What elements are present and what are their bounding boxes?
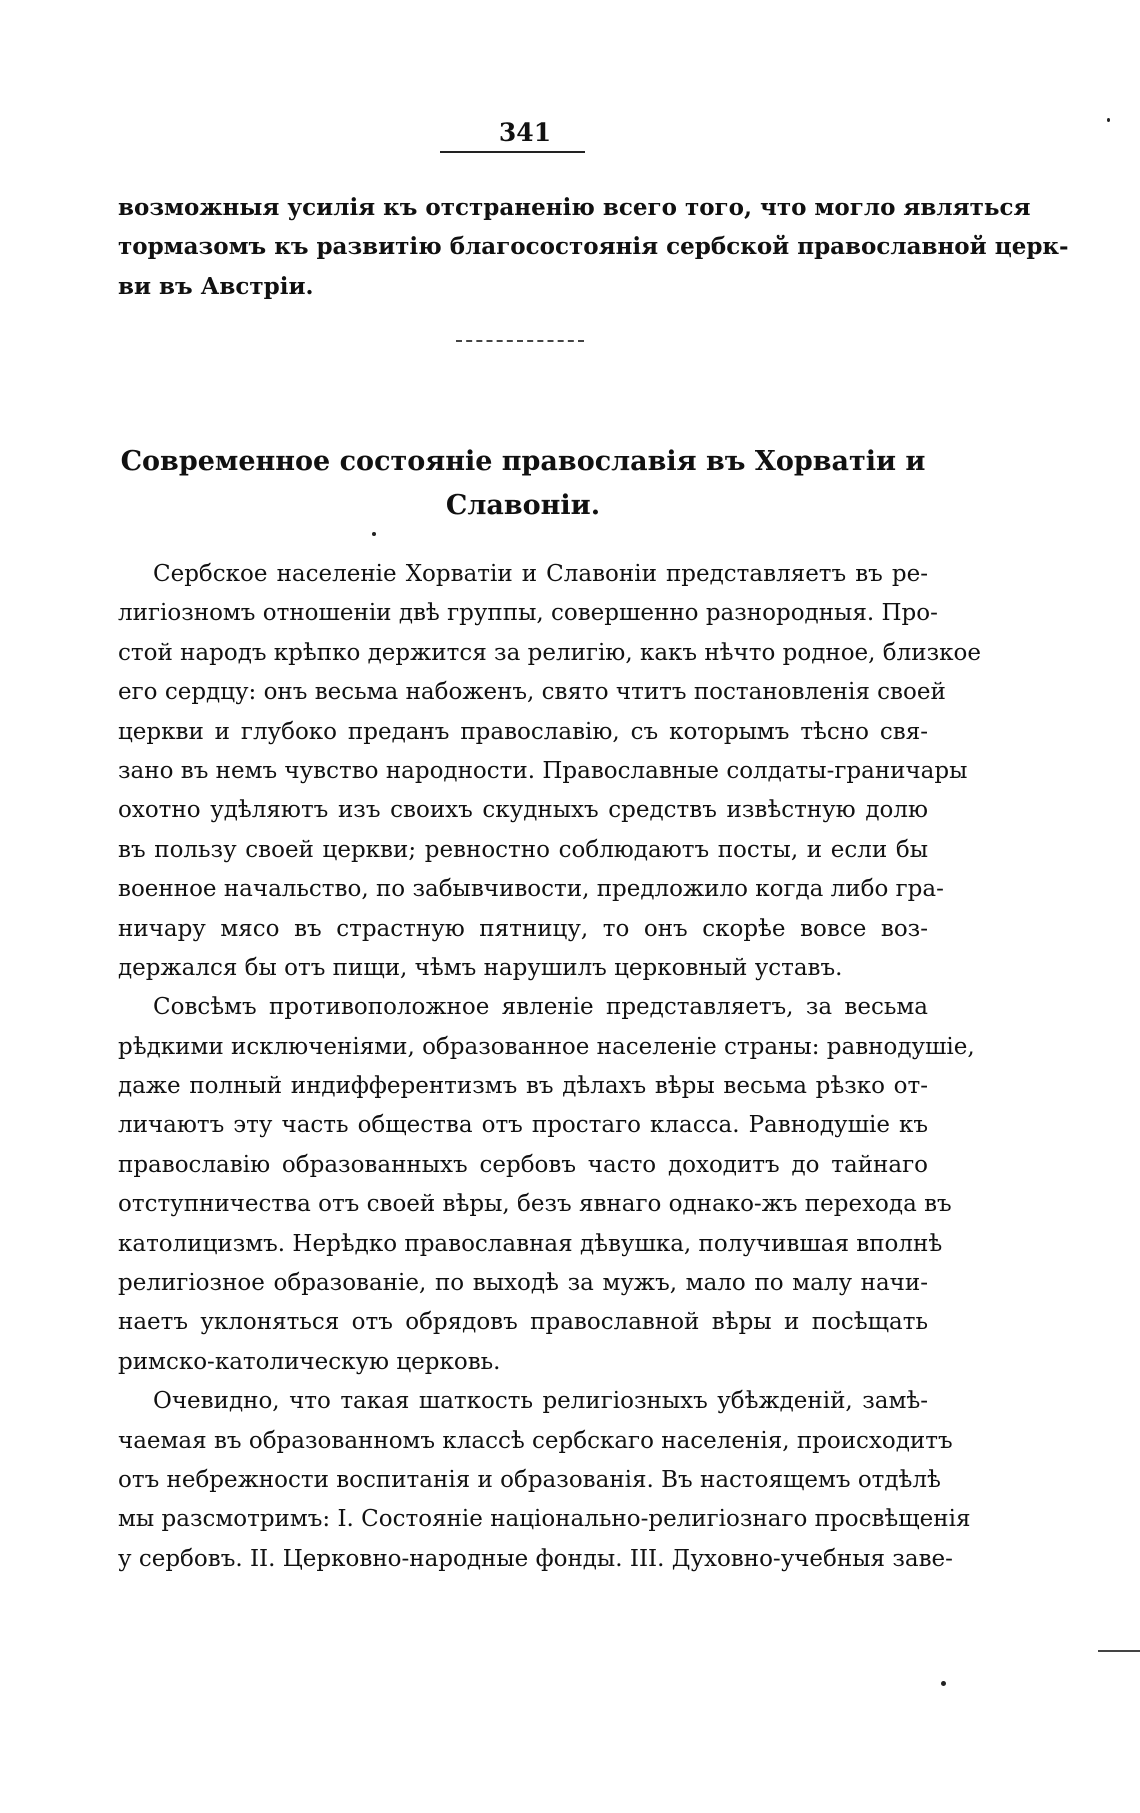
text-line: Сербское населеніе Хорватіи и Славоніи представляетъ въ ре-: [153, 561, 928, 587]
text-line: личаютъ эту часть общества отъ простаго класса. Равнодушіе къ: [118, 1112, 928, 1139]
text-line: лигіозномъ отношеніи двѣ группы, совершенно разнородныя. Про-: [118, 600, 938, 627]
text-line: возможныя усилія къ отстраненію всего того, что могло являться: [118, 194, 1031, 221]
text-line: римско-католическую церковь.: [118, 1348, 501, 1375]
section-separator: [456, 340, 584, 342]
text-line: отступничества отъ своей вѣры, безъ явнаго однако-жъ перехода въ: [118, 1191, 952, 1218]
text-line: ничару мясо въ страстную пятницу, то онъ скорѣе вовсе воз-: [118, 915, 928, 942]
text-line: Совсѣмъ противоположное явленіе представляетъ, за весьма: [153, 994, 928, 1021]
text-line: отъ небрежности воспитанія и образованія. Въ настоящемъ отдѣлѣ: [118, 1466, 941, 1493]
text-line: военное начальство, по забывчивости, предложило когда либо гра-: [118, 876, 944, 903]
text-line: его сердцу: онъ весьма набоженъ, свято чтитъ постановленія своей: [118, 679, 946, 706]
text-line: католицизмъ. Нерѣдко православная дѣвушка, получившая вполнѣ: [118, 1230, 943, 1257]
text-line: Очевидно, что такая шаткость религіозныхъ убѣжденій, замѣ-: [153, 1388, 928, 1415]
text-line: ви въ Австріи.: [118, 272, 314, 300]
section-heading-line: Славоніи.: [445, 490, 601, 521]
text-line: чаемая въ образованномъ классѣ сербскаго населенія, происходитъ: [118, 1427, 953, 1454]
text-line: тормазомъ къ развитію благосостоянія сербской православной церк-: [118, 233, 1069, 261]
paragraph: [118, 988, 975, 1382]
scan-speck: [941, 1681, 946, 1686]
body-text: [118, 555, 981, 1579]
page-number-rule: [440, 151, 585, 153]
paragraph: [118, 1382, 971, 1579]
text-line: наетъ уклоняться отъ обрядовъ православной вѣры и посѣщать: [118, 1309, 928, 1336]
text-line: рѣдкими исключеніями, образованное населеніе страны: равнодушіе,: [118, 1033, 975, 1060]
text-line: держался бы отъ пищи, чѣмъ нарушилъ церковный уставъ.: [118, 954, 843, 981]
section-heading: [118, 440, 928, 528]
intro-fragment: [118, 188, 1069, 306]
text-line: мы разсмотримъ: I. Состояніе національно-религіознаго просвѣщенія: [118, 1506, 971, 1533]
text-line: у сербовъ. II. Церковно-народные фонды. III. Духовно-учебныя заве-: [118, 1545, 953, 1572]
text-line: религіозное образованіе, по выходѣ за мужъ, мало по малу начи-: [118, 1270, 928, 1297]
section-heading-line: Современное состояніе православія въ Хорватіи и: [120, 446, 926, 477]
text-line: въ пользу своей церкви; ревностно соблюдаютъ посты, и если бы: [118, 836, 928, 863]
paragraph: [118, 555, 981, 988]
text-line: зано въ немъ чувство народности. Православные солдаты-граничары: [118, 757, 968, 784]
text-line: православію образованныхъ сербовъ часто доходитъ до тайнаго: [118, 1151, 928, 1178]
text-line: церкви и глубоко преданъ православію, съ которымъ тѣсно свя-: [118, 718, 928, 745]
page-number: 341: [498, 118, 552, 147]
text-line: даже полный индифферентизмъ въ дѣлахъ вѣры весьма рѣзко от-: [118, 1073, 928, 1100]
scan-edge-mark: [1098, 1650, 1140, 1652]
text-line: охотно удѣляютъ изъ своихъ скудныхъ средствъ извѣстную долю: [118, 797, 928, 824]
scan-speck: [372, 532, 376, 536]
text-line: стой народъ крѣпко держится за религію, какъ нѣчто родное, близкое: [118, 639, 981, 666]
scan-speck: [1107, 118, 1110, 122]
